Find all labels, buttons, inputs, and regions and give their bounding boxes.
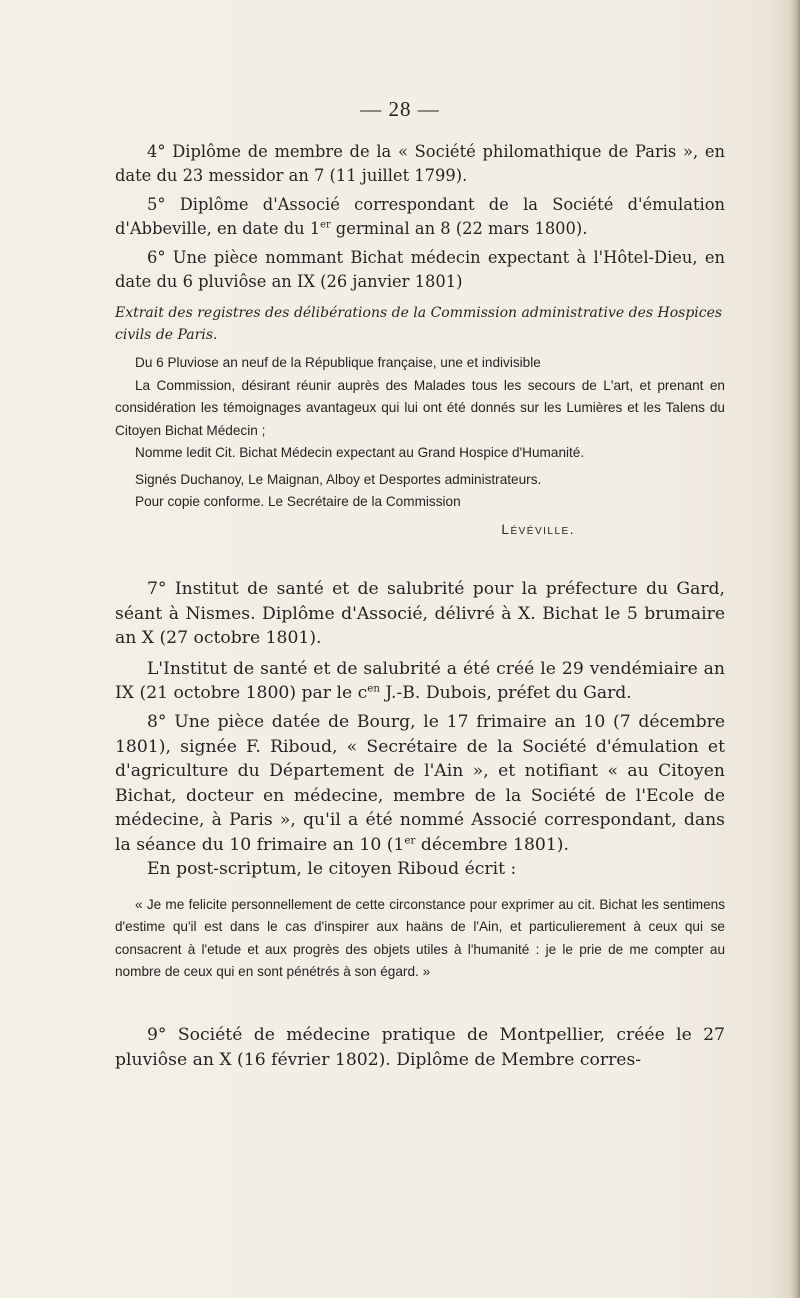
item-7-sup: en bbox=[367, 682, 380, 695]
item-8-text-a bbox=[115, 710, 725, 857]
item-5-text bbox=[115, 193, 725, 241]
extract-copy: Pour copie conforme. Le Secrétaire de la Commission bbox=[135, 494, 461, 509]
extract-nomination: Nomme ledit Cit. Bichat Médecin expectant au Grand Hospice d'Humanité. bbox=[135, 445, 585, 460]
page-number: — 28 — bbox=[360, 97, 440, 121]
item-8-text-a1: 8° Une pièce datée de Bourg, le 17 frimaire an 10 (7 décembre 1801), signée F. Riboud, « Secrétaire de la Société d'émulation et d'agriculture du Département de l'Ain », et notifiant « au Citoyen Bichat, docteur en médecine, membre de la Société de l'Ecole de médecine, à Paris », qu'il a été nommé Associé correspondant, dans la séance du 10 frimaire an 10 (1 bbox=[115, 712, 725, 855]
extract-date: Du 6 Pluviose an neuf de la République française, une et indivisible bbox=[135, 355, 541, 370]
item-7 bbox=[115, 577, 725, 706]
item-9 bbox=[115, 1023, 725, 1072]
item-9-text: 9° Société de médecine pratique de Montpellier, créée le 27 pluviôse an X (16 février 1802). Diplôme de Membre corres- bbox=[115, 1025, 725, 1070]
extract-block bbox=[115, 302, 725, 537]
item-8 bbox=[115, 710, 725, 984]
item-7-text-a: 7° Institut de santé et de salubrité pour la préfecture du Gard, séant à Nismes. Diplôme d'Associé, délivré à X. Bichat le 5 brumaire an X (27 octobre 1801). bbox=[115, 579, 725, 648]
extract-signatures: Signés Duchanoy, Le Maignan, Alboy et Desportes administrateurs. bbox=[135, 471, 542, 487]
item-5-sup: er bbox=[320, 219, 331, 231]
item-8-text-a2: décembre 1801). bbox=[415, 834, 569, 855]
item-6 bbox=[115, 246, 725, 294]
item-8-sup: er bbox=[404, 833, 416, 846]
item-7-text-b bbox=[115, 657, 725, 706]
extract-signature: Lévéville. bbox=[501, 521, 575, 537]
extract-commission: La Commission, désirant réunir auprès des Malades tous les secours de L'art, et prenant en considération les témoignages avantageux qui lui ont été donnés sur les Lumières et les Talens du Citoyen Bichat Médecin ; bbox=[115, 377, 725, 438]
item-6-text: 6° Une pièce nommant Bichat médecin expectant à l'Hôtel-Dieu, en date du 6 pluviôse an IX (26 janvier 1801) bbox=[115, 248, 725, 291]
item-5-text-b: germinal an 8 (22 mars 1800). bbox=[330, 219, 588, 238]
item-8-quote: « Je me felicite personnellement de cette circonstance pour exprimer au cit. Bichat les sentimens d'estime qu'il est dans le cas d'inspirer aux haäns de l'Ain, et particulierement à ceux qui se consacrent à l'etude et aux progrès des objets utiles à l'humanité : je le prie de me compter au nombre de ceux qui en sont pénétrés à son égard. » bbox=[115, 896, 725, 979]
page-edge-shadow bbox=[790, 0, 800, 1298]
item-5-text-a: 5° Diplôme d'Associé correspondant de la Société d'émulation d'Abbeville, en date du 1 bbox=[115, 195, 725, 238]
item-4-text: 4° Diplôme de membre de la « Société philomathique de Paris », en date du 23 messidor an 7 (11 juillet 1799). bbox=[115, 142, 725, 185]
item-4 bbox=[115, 140, 725, 188]
item-8-text-b: En post-scriptum, le citoyen Riboud écrit : bbox=[147, 859, 517, 879]
item-7-text-b1: L'Institut de santé et de salubrité a été créé le 29 vendémiaire an IX (21 octobre 1800) par le c bbox=[115, 658, 725, 703]
item-5 bbox=[115, 193, 725, 241]
extract-title: Extrait des registres des délibérations de la Commission administrative des Hospices civils de Paris. bbox=[115, 305, 723, 343]
item-7-text-b2: J.-B. Dubois, préfet du Gard. bbox=[379, 683, 632, 703]
